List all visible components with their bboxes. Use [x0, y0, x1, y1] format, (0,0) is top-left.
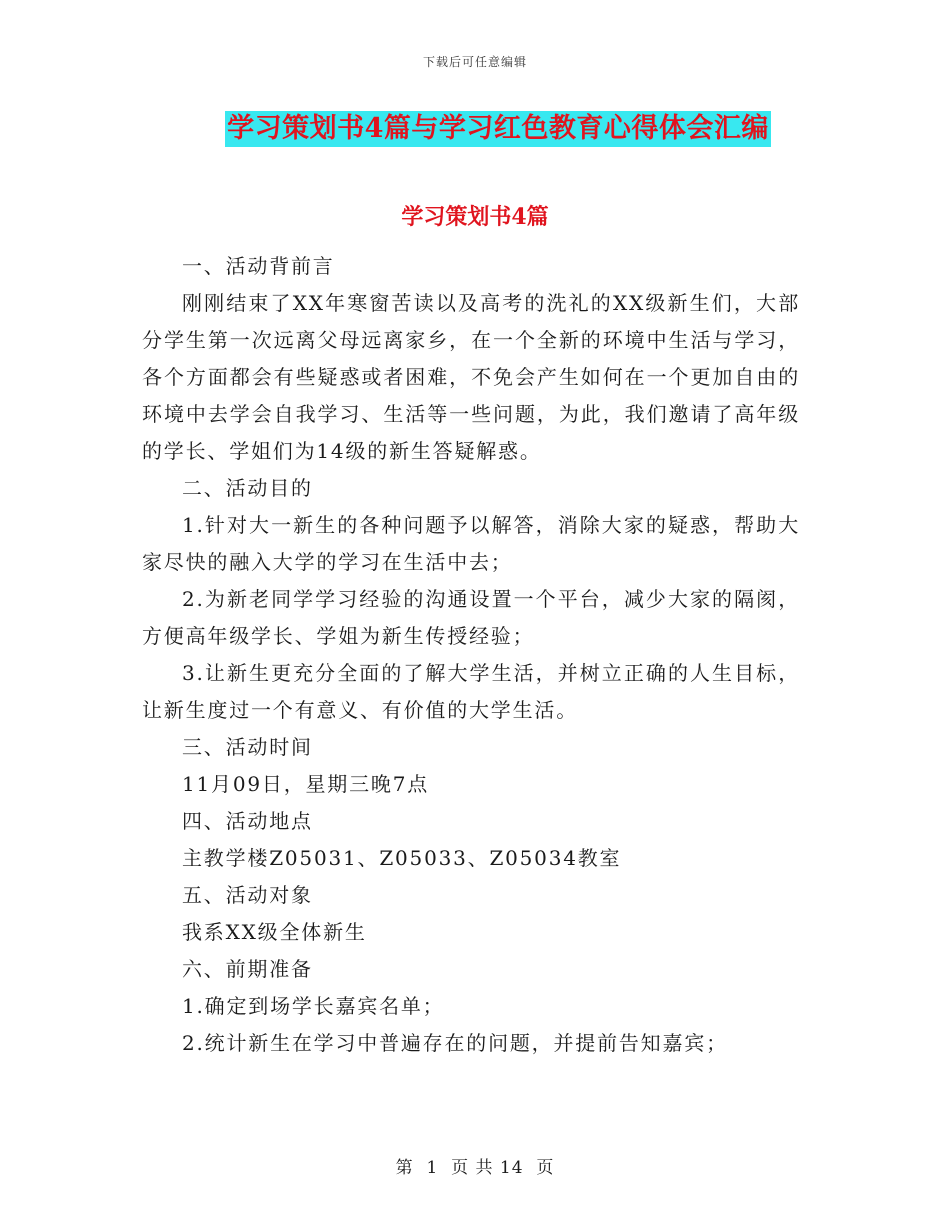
purpose-item-3: 3.让新生更充分全面的了解大学生活，并树立正确的人生目标，让新生度过一个有意义、有价值的大学生活。 [142, 661, 800, 722]
preparation-item-1: 1.确定到场学长嘉宾名单； [182, 994, 445, 1018]
page-label-prefix: 第 [395, 1158, 414, 1178]
page-label-suffix: 页 [536, 1158, 555, 1178]
activity-location: 主教学楼Z05031、Z05033、Z05034教室 [182, 846, 622, 870]
activity-time: 11月09日，星期三晚7点 [182, 772, 430, 796]
purpose-item-1: 1.针对大一新生的各种问题予以解答，消除大家的疑惑，帮助大家尽快的融入大学的学习在生活中去； [142, 513, 800, 574]
heading-preparation: 六、前期准备 [182, 957, 313, 981]
total-pages-number: 14 [499, 1158, 524, 1178]
heading-audience: 五、活动对象 [182, 883, 313, 907]
heading-purpose: 二、活动目的 [182, 476, 313, 500]
purpose-item-2: 2.为新老同学学习经验的沟通设置一个平台，减少大家的隔阂，方便高年级学长、学姐为新生传授经验； [142, 587, 800, 648]
header-note: 下载后可任意编辑 [422, 55, 527, 69]
heading-time: 三、活动时间 [182, 735, 313, 759]
heading-background: 一、活动背前言 [182, 254, 335, 278]
preparation-item-2: 2.统计新生在学习中普遍存在的问题，并提前告知嘉宾； [182, 1031, 728, 1055]
activity-audience: 我系XX级全体新生 [182, 920, 367, 944]
current-page-number: 1 [426, 1158, 439, 1178]
page-label-mid: 页 共 [451, 1158, 494, 1178]
section-title: 学习策划书4篇 [401, 204, 549, 230]
heading-location: 四、活动地点 [182, 809, 313, 833]
document-title: 学习策划书4篇与学习红色教育心得体会汇编 [225, 111, 771, 147]
document-title-container [0, 111, 950, 147]
paragraph-background: 刚刚结束了XX年寒窗苦读以及高考的洗礼的XX级新生们，大部分学生第一次远离父母远离家乡，在一个全新的环境中生活与学习，各个方面都会有些疑惑或者困难，不免会产生如何在一个更加自由的环境中去学会自我学习、生活等一些问题，为此，我们邀请了高年级的学长、学姐们为14级的新生答疑解惑。 [142, 291, 800, 463]
page-footer [0, 1153, 950, 1178]
document-body [142, 248, 800, 1062]
